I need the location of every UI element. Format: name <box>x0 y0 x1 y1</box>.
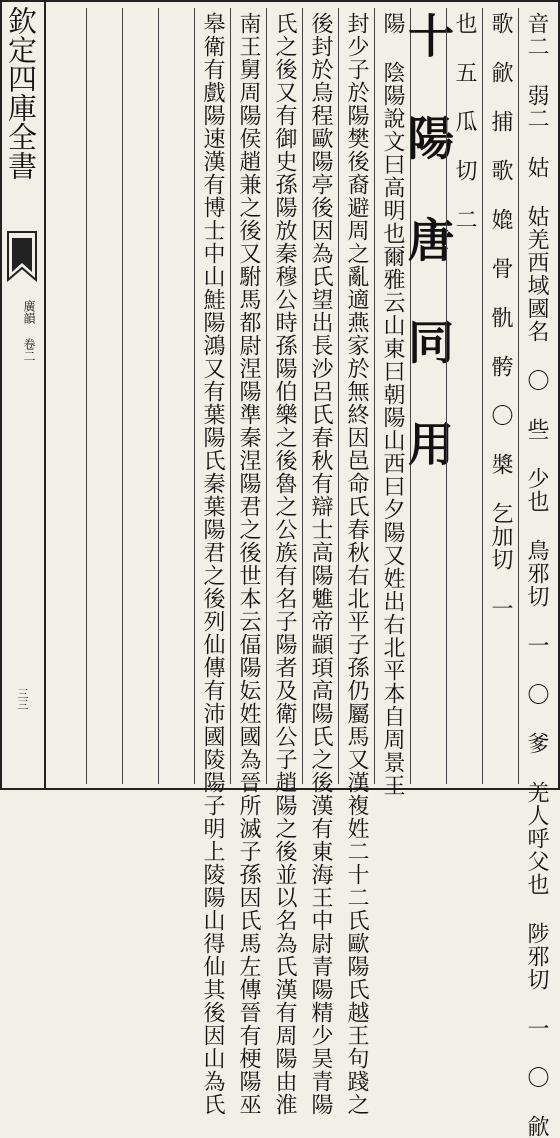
book-name: 廣韻 <box>22 300 36 324</box>
text-column-spacer <box>122 8 158 784</box>
rhyme-heading-column: 十 陽 唐 同 用 <box>410 8 446 784</box>
text-column: 皋衛有戲陽速漢有博士中山鮭陽鴻又有葉陽氏秦葉陽君之後列仙傳有沛國陵陽子明上陵陽山得仙其後因山為氏 <box>194 8 230 784</box>
margin-strip <box>0 0 46 790</box>
book-volume <box>10 300 36 362</box>
text-column: 歌 歈 捕 歌 嫓 骨 骩 骻 〇 槳 乞加切 一 <box>482 8 518 784</box>
text-column: 陽 陰陽說文曰高明也爾雅云山東曰朝陽山西曰夕陽又姓出右北平本自周景王 <box>374 8 410 784</box>
volume-name: 卷二 <box>22 338 36 362</box>
text-column-spacer <box>50 8 86 784</box>
text-column: 南王舅周陽侯趙兼之後又駙馬都尉涅陽準秦涅陽君之後世本云偪陽妘姓國為晉所滅子孫因氏馬左傳晉有梗陽巫 <box>230 8 266 784</box>
text-column: 音二 弱二 姑 姑羌西域國名 〇 些 少也 鳥邪切 一 〇 爹 羌人呼父也 陟邪切 一 〇 歈 <box>518 8 554 784</box>
text-columns <box>46 8 554 1138</box>
fish-tail-mark-icon <box>6 228 38 284</box>
text-column-spacer <box>86 8 122 784</box>
text-column: 封少子於陽樊後裔避周之亂適燕家於無終因邑命氏春秋右北平子孫仍屬馬又漢複姓二十二氏歐陽氏越王句踐之 <box>338 8 374 784</box>
text-column: 氏之後又有御史孫陽放秦穆公時孫陽伯樂之後魯之公族有名子陽者及衛公子趙陽之後並以名為氏漢有周陽由淮 <box>266 8 302 784</box>
text-column: 也 五 瓜 切 二 <box>446 8 482 784</box>
collection-title: 欽定四庫全書 <box>4 6 38 180</box>
text-column-spacer <box>158 8 194 784</box>
text-column: 後封於烏程歐陽亭後因為氏望出長沙呂氏春秋有辯士高陽魋帝顓頊高陽氏之後漢有東海王中尉青陽精少昊青陽 <box>302 8 338 784</box>
page-number: 三三 <box>16 688 29 710</box>
